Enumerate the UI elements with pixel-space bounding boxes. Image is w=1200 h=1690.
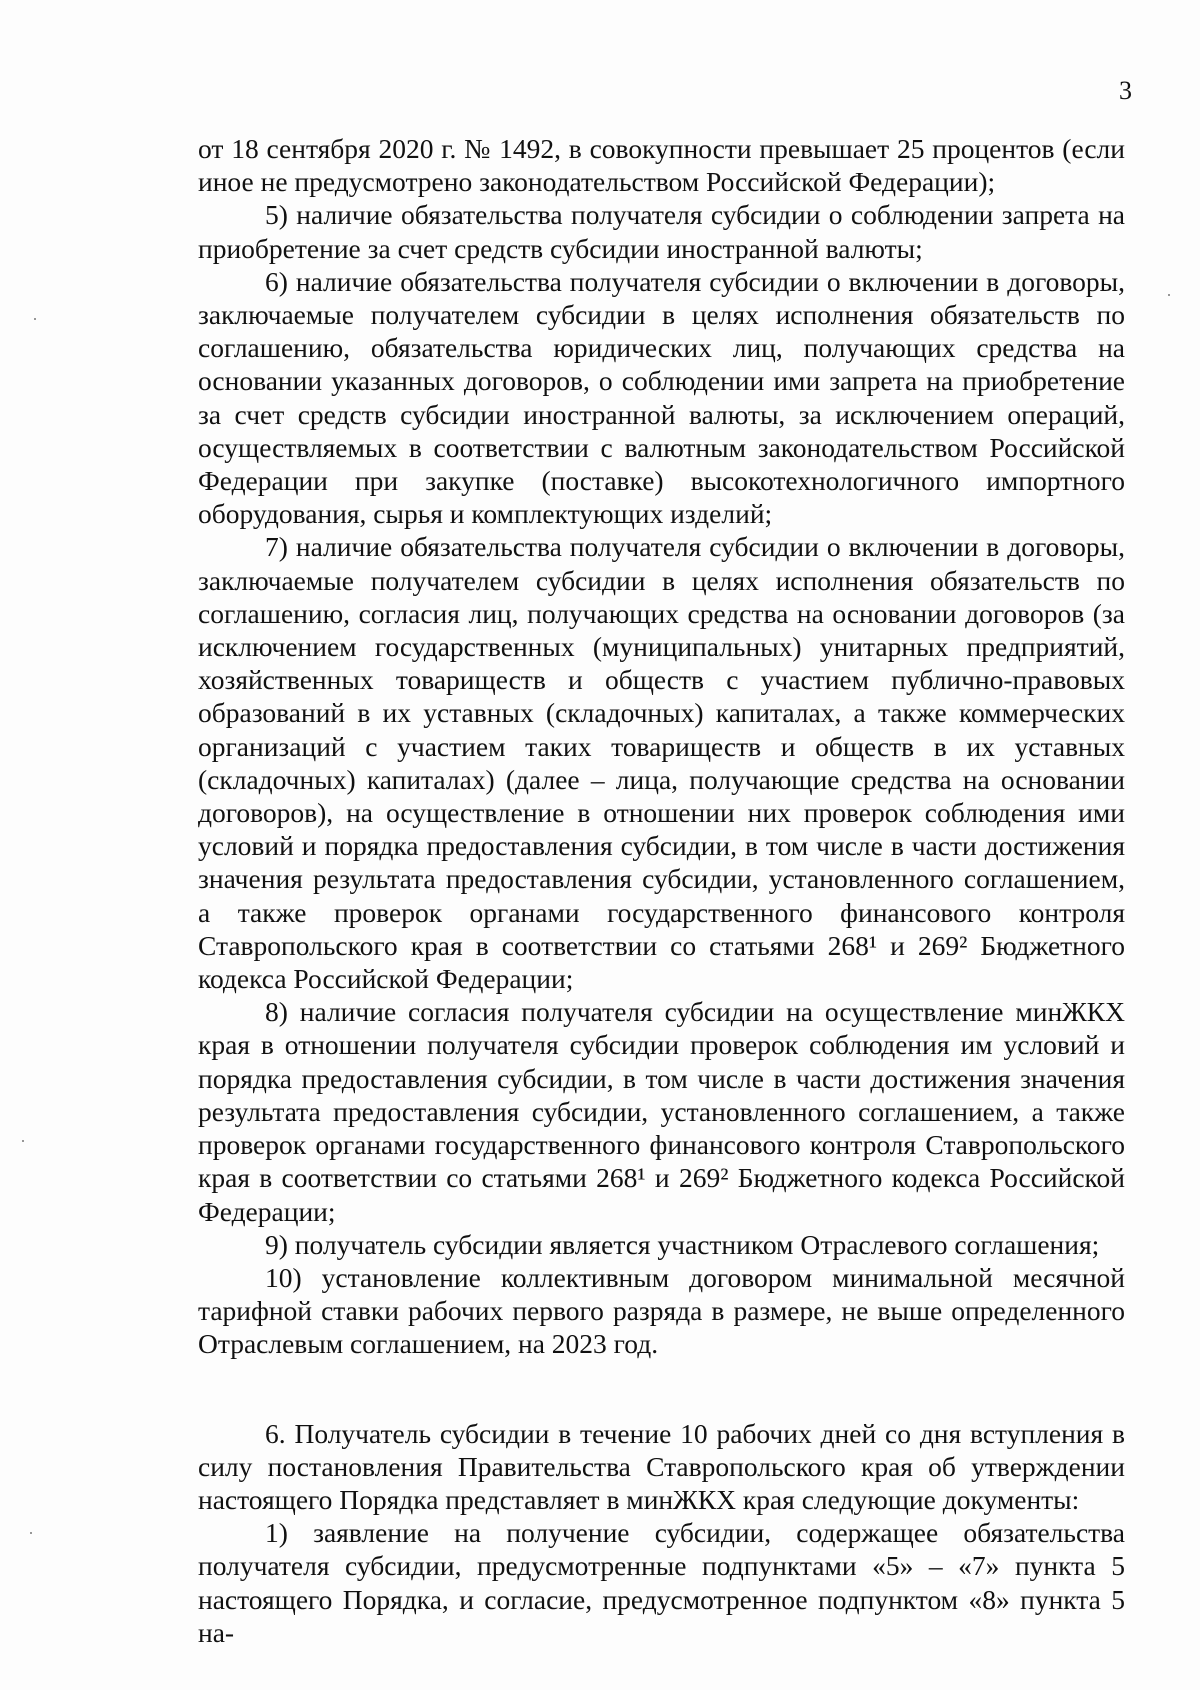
paragraph-item-5: 5) наличие обязательства получателя субсидии о соблюдении запрета на приобретение за счет средств субсидии иностранной валюты; bbox=[198, 199, 1125, 264]
paragraph-item-6: 6) наличие обязательства получателя субсидии о включении в договоры, заключаемые получателем субсидии в целях исполнения обязательств по соглашению, обязательства юридических лиц, получающих средства на основании указанных договоров, о соблюдении ими запрета на приобретение за счет средств субсидии иностранной валюты, за исключением операций, осуществляемых в соответствии с валютным законодательством Российской Федерации при закупке (поставке) высокотехнологичного импортного оборудования, сырья и комплектующих изделий; bbox=[198, 265, 1125, 530]
paragraph-section-6: 6. Получатель субсидии в течение 10 рабочих дней со дня вступления в силу постановления Правительства Ставропольского края об утверждении настоящего Порядка представляет в минЖКХ края следующие документы: bbox=[198, 1417, 1125, 1515]
scan-speck bbox=[34, 318, 36, 320]
page-number: 3 bbox=[1119, 76, 1132, 105]
paragraph-item-10: 10) установление коллективным договором минимальной месячной тарифной ставки рабочих первого разряда в размере, не выше определенного Отраслевым соглашением, на 2023 год. bbox=[198, 1261, 1125, 1360]
scan-speck bbox=[30, 1532, 32, 1534]
paragraph-item-8: 8) наличие согласия получателя субсидии на осуществление минЖКХ края в отношении получателя субсидии проверок соблюдения им условий и порядка предоставления субсидии, в том числе в части достижения значения результата предоставления субсидии, установленного соглашением, а также проверок органами государственного финансового контроля Ставропольского края в соответствии со статьями 268¹ и 269² Бюджетного кодекса Российской Федерации; bbox=[198, 996, 1125, 1227]
paragraph-continuation: от 18 сентября 2020 г. № 1492, в совокупности превышает 25 процентов (если иное не предусмотрено законодательством Российской Федерации); bbox=[198, 133, 1125, 198]
paragraph-item-9: 9) получатель субсидии является участником Отраслевого соглашения; bbox=[265, 1228, 1100, 1260]
paragraph-subitem-1: 1) заявление на получение субсидии, содержащее обязательства получателя субсидии, предусмотренные подпунктами «5» – «7» пункта 5 настоящего Порядка, и согласие, предусмотренное подпунктом «8» пункта 5 на- bbox=[198, 1517, 1125, 1648]
section-gap bbox=[198, 1361, 1125, 1417]
paragraph-item-7: 7) наличие обязательства получателя субсидии о включении в договоры, заключаемые получателем субсидии в целях исполнения обязательств по соглашению, согласия лиц, получающих средства на основании договоров (за исключением государственных (муниципальных) унитарных предприятий, хозяйственных товариществ и обществ с участием публично-правовых образований в их уставных (складочных) капиталах, а также коммерческих организаций с участием таких товариществ и обществ в их уставных (складочных) капиталах) (далее – лица, получающие средства на основании договоров), на осуществление в отношении них проверок соблюдения ими условий и порядка предоставления субсидии, в том числе в части достижения значения результата предоставления субсидии, установленного соглашением, а также проверок органами государственного финансового контроля Ставропольского края в соответствии со статьями 268¹ и 269² Бюджетного кодекса Российской Федерации; bbox=[198, 531, 1125, 995]
scan-speck bbox=[22, 1140, 24, 1142]
scan-speck bbox=[1168, 294, 1170, 296]
document-body bbox=[198, 132, 1125, 1649]
